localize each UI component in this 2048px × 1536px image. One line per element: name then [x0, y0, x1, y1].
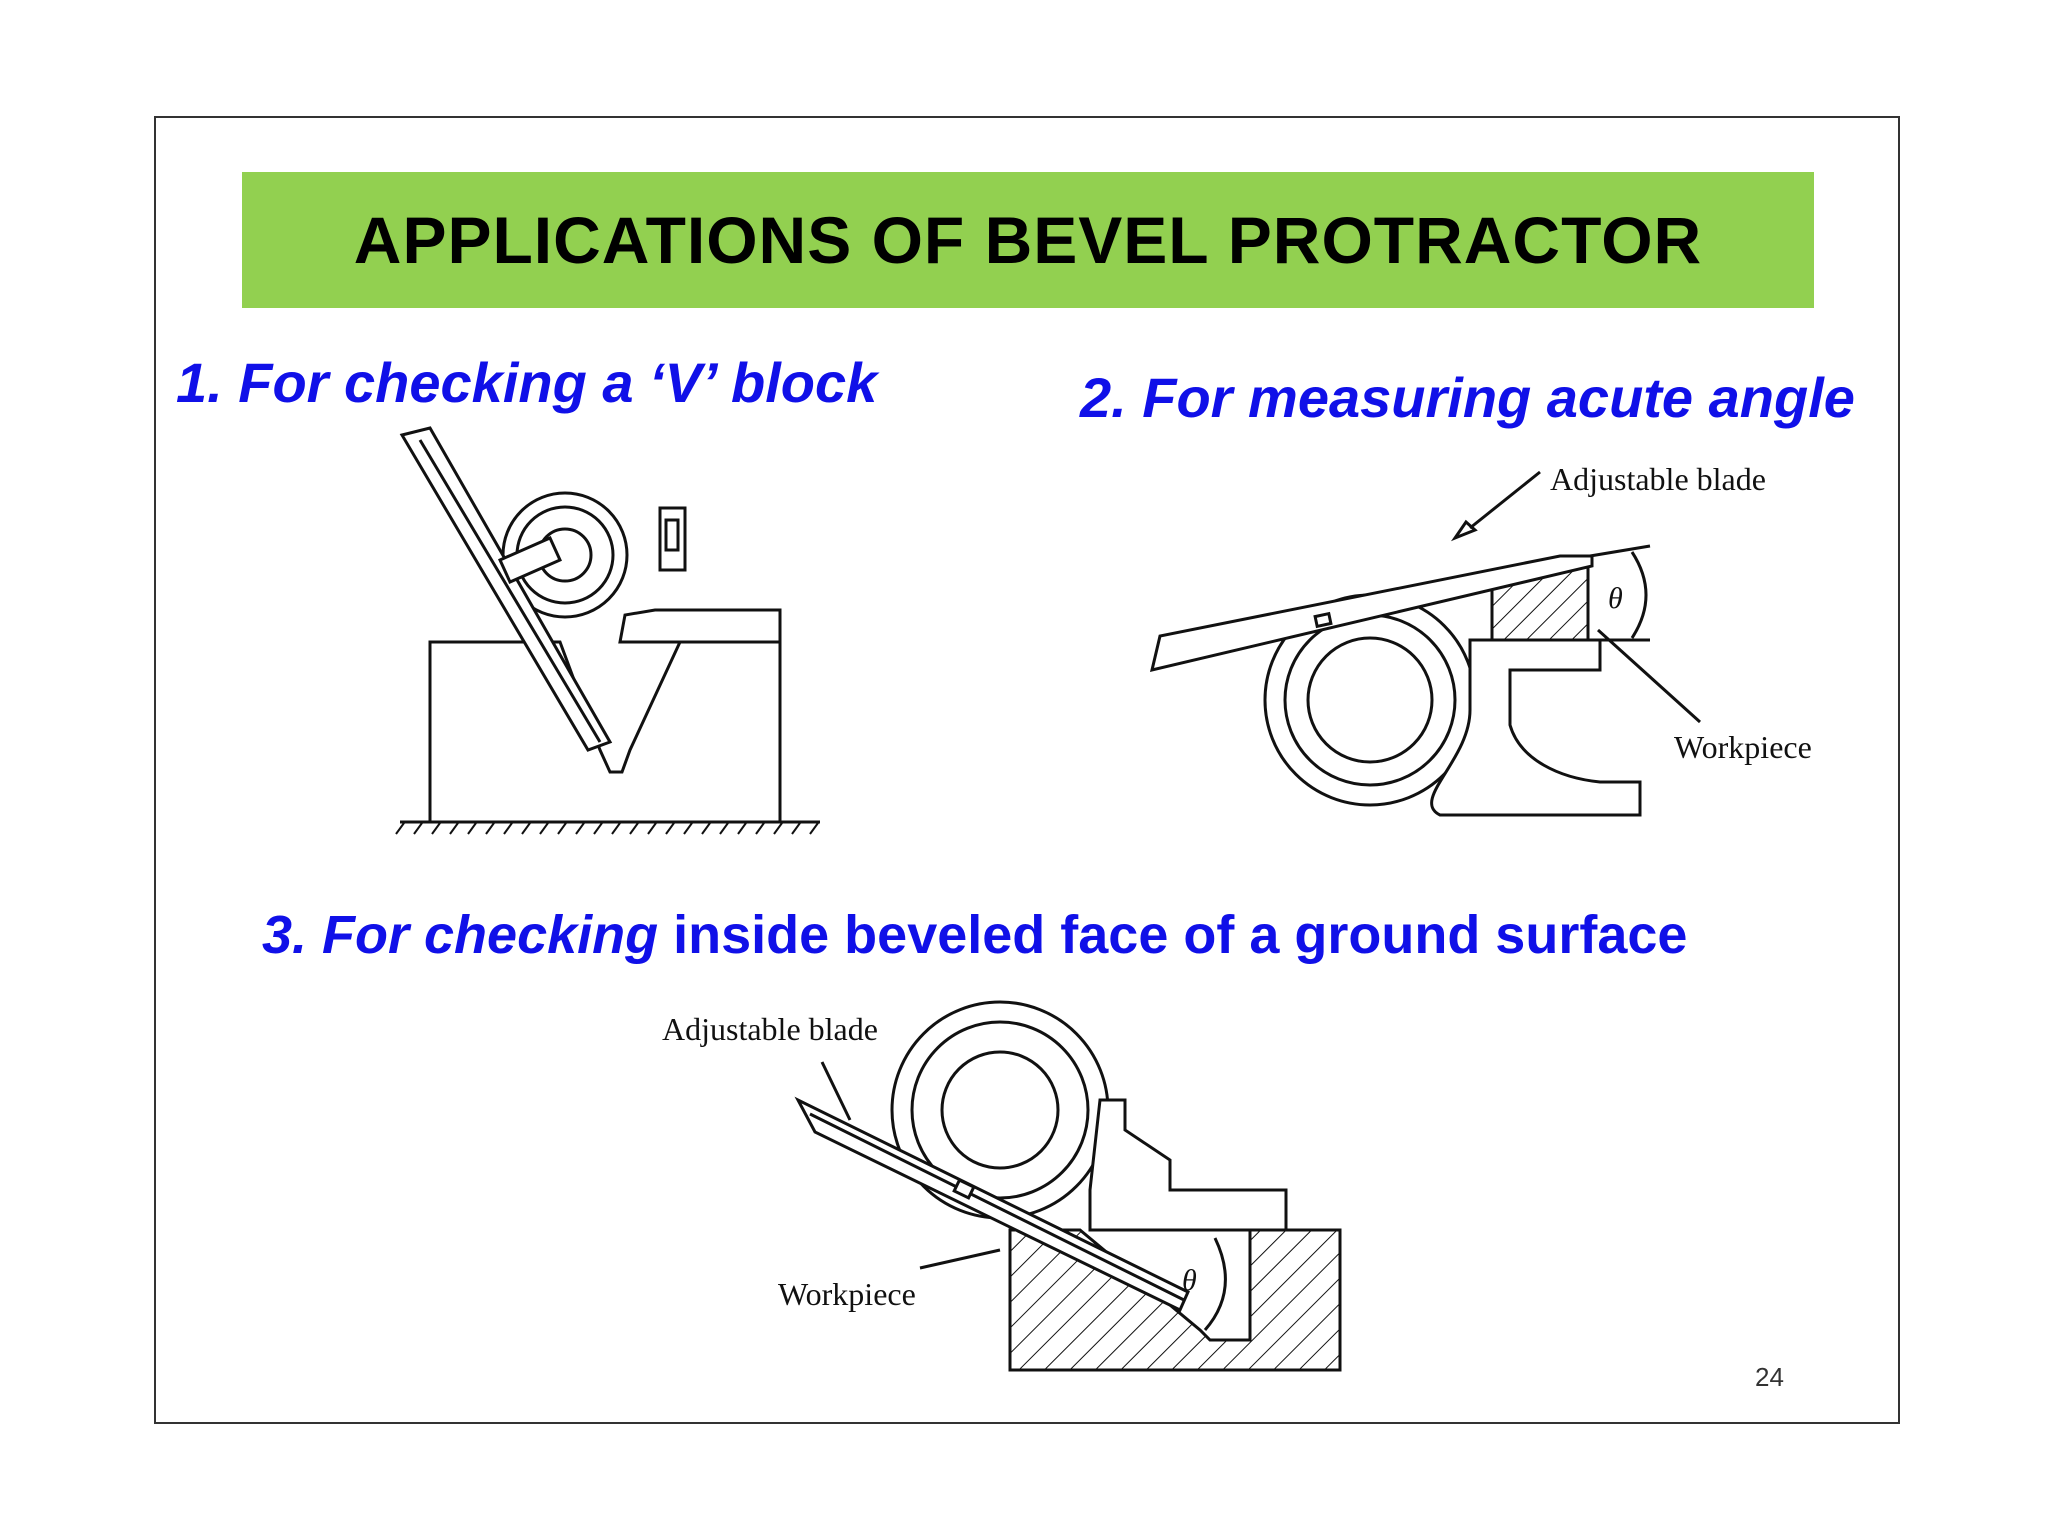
angle-reference-top	[1590, 546, 1650, 556]
heading-beveled-face-italic: 3. For checking	[262, 905, 659, 965]
workpiece-leader-line	[920, 1250, 1000, 1268]
workpiece-label: Workpiece	[778, 1276, 916, 1312]
blade-label: Adjustable blade	[1550, 461, 1766, 497]
ground-hatching	[396, 823, 818, 834]
ground-hatch-tick	[756, 823, 764, 834]
heading-beveled-face-regular: inside beveled face of a ground surface	[658, 905, 1688, 965]
ground-hatch-tick	[450, 823, 458, 834]
ground-hatch-tick	[612, 823, 620, 834]
workpiece-label: Workpiece	[1674, 729, 1812, 765]
ground-hatch-tick	[540, 823, 548, 834]
ground-hatch-tick	[396, 823, 404, 834]
ground-hatch-tick	[630, 823, 638, 834]
blade-label: Adjustable blade	[662, 1011, 878, 1047]
protractor-stock	[1090, 1100, 1286, 1230]
workpiece-leader-line	[1598, 630, 1700, 722]
ground-hatch-tick	[774, 823, 782, 834]
diagram-v-block	[390, 420, 840, 840]
diagram-beveled-face	[650, 1000, 1370, 1400]
heading-beveled-face	[262, 904, 1687, 966]
angle-arc	[1205, 1238, 1225, 1330]
blade-leader-line	[822, 1062, 850, 1120]
ground-hatch-tick	[594, 823, 602, 834]
title-bar	[242, 172, 1814, 308]
blade-lock	[1315, 614, 1331, 627]
ground-hatch-tick	[468, 823, 476, 834]
ground-hatch-tick	[738, 823, 746, 834]
blade-leader-arrow	[1455, 522, 1475, 538]
ground-hatch-tick	[576, 823, 584, 834]
blade-leader-line	[1470, 472, 1540, 528]
angle-theta-label: θ	[1608, 582, 1623, 615]
ground-hatch-tick	[648, 823, 656, 834]
diagram-acute-angle	[1140, 460, 1860, 840]
ground-hatch-tick	[504, 823, 512, 834]
ground-hatch-tick	[684, 823, 692, 834]
protractor-stock	[620, 610, 780, 642]
ground-hatch-tick	[558, 823, 566, 834]
protractor-stem	[660, 508, 685, 570]
ground-hatch-tick	[432, 823, 440, 834]
ground-hatch-tick	[666, 823, 674, 834]
ground-hatch-tick	[720, 823, 728, 834]
angle-arc	[1632, 552, 1646, 638]
ground-hatch-tick	[522, 823, 530, 834]
ground-hatch-tick	[810, 823, 818, 834]
angle-theta-label: θ	[1182, 1264, 1197, 1297]
ground-hatch-tick	[486, 823, 494, 834]
ground-hatch-tick	[414, 823, 422, 834]
heading-v-block: 1. For checking a ‘V’ block	[176, 351, 878, 414]
ground-hatch-tick	[792, 823, 800, 834]
slide-title: APPLICATIONS OF BEVEL PROTRACTOR	[353, 203, 1703, 277]
page-number: 24	[1755, 1362, 1784, 1392]
heading-acute-angle: 2. For measuring acute angle	[1080, 366, 1855, 429]
ground-hatch-tick	[702, 823, 710, 834]
